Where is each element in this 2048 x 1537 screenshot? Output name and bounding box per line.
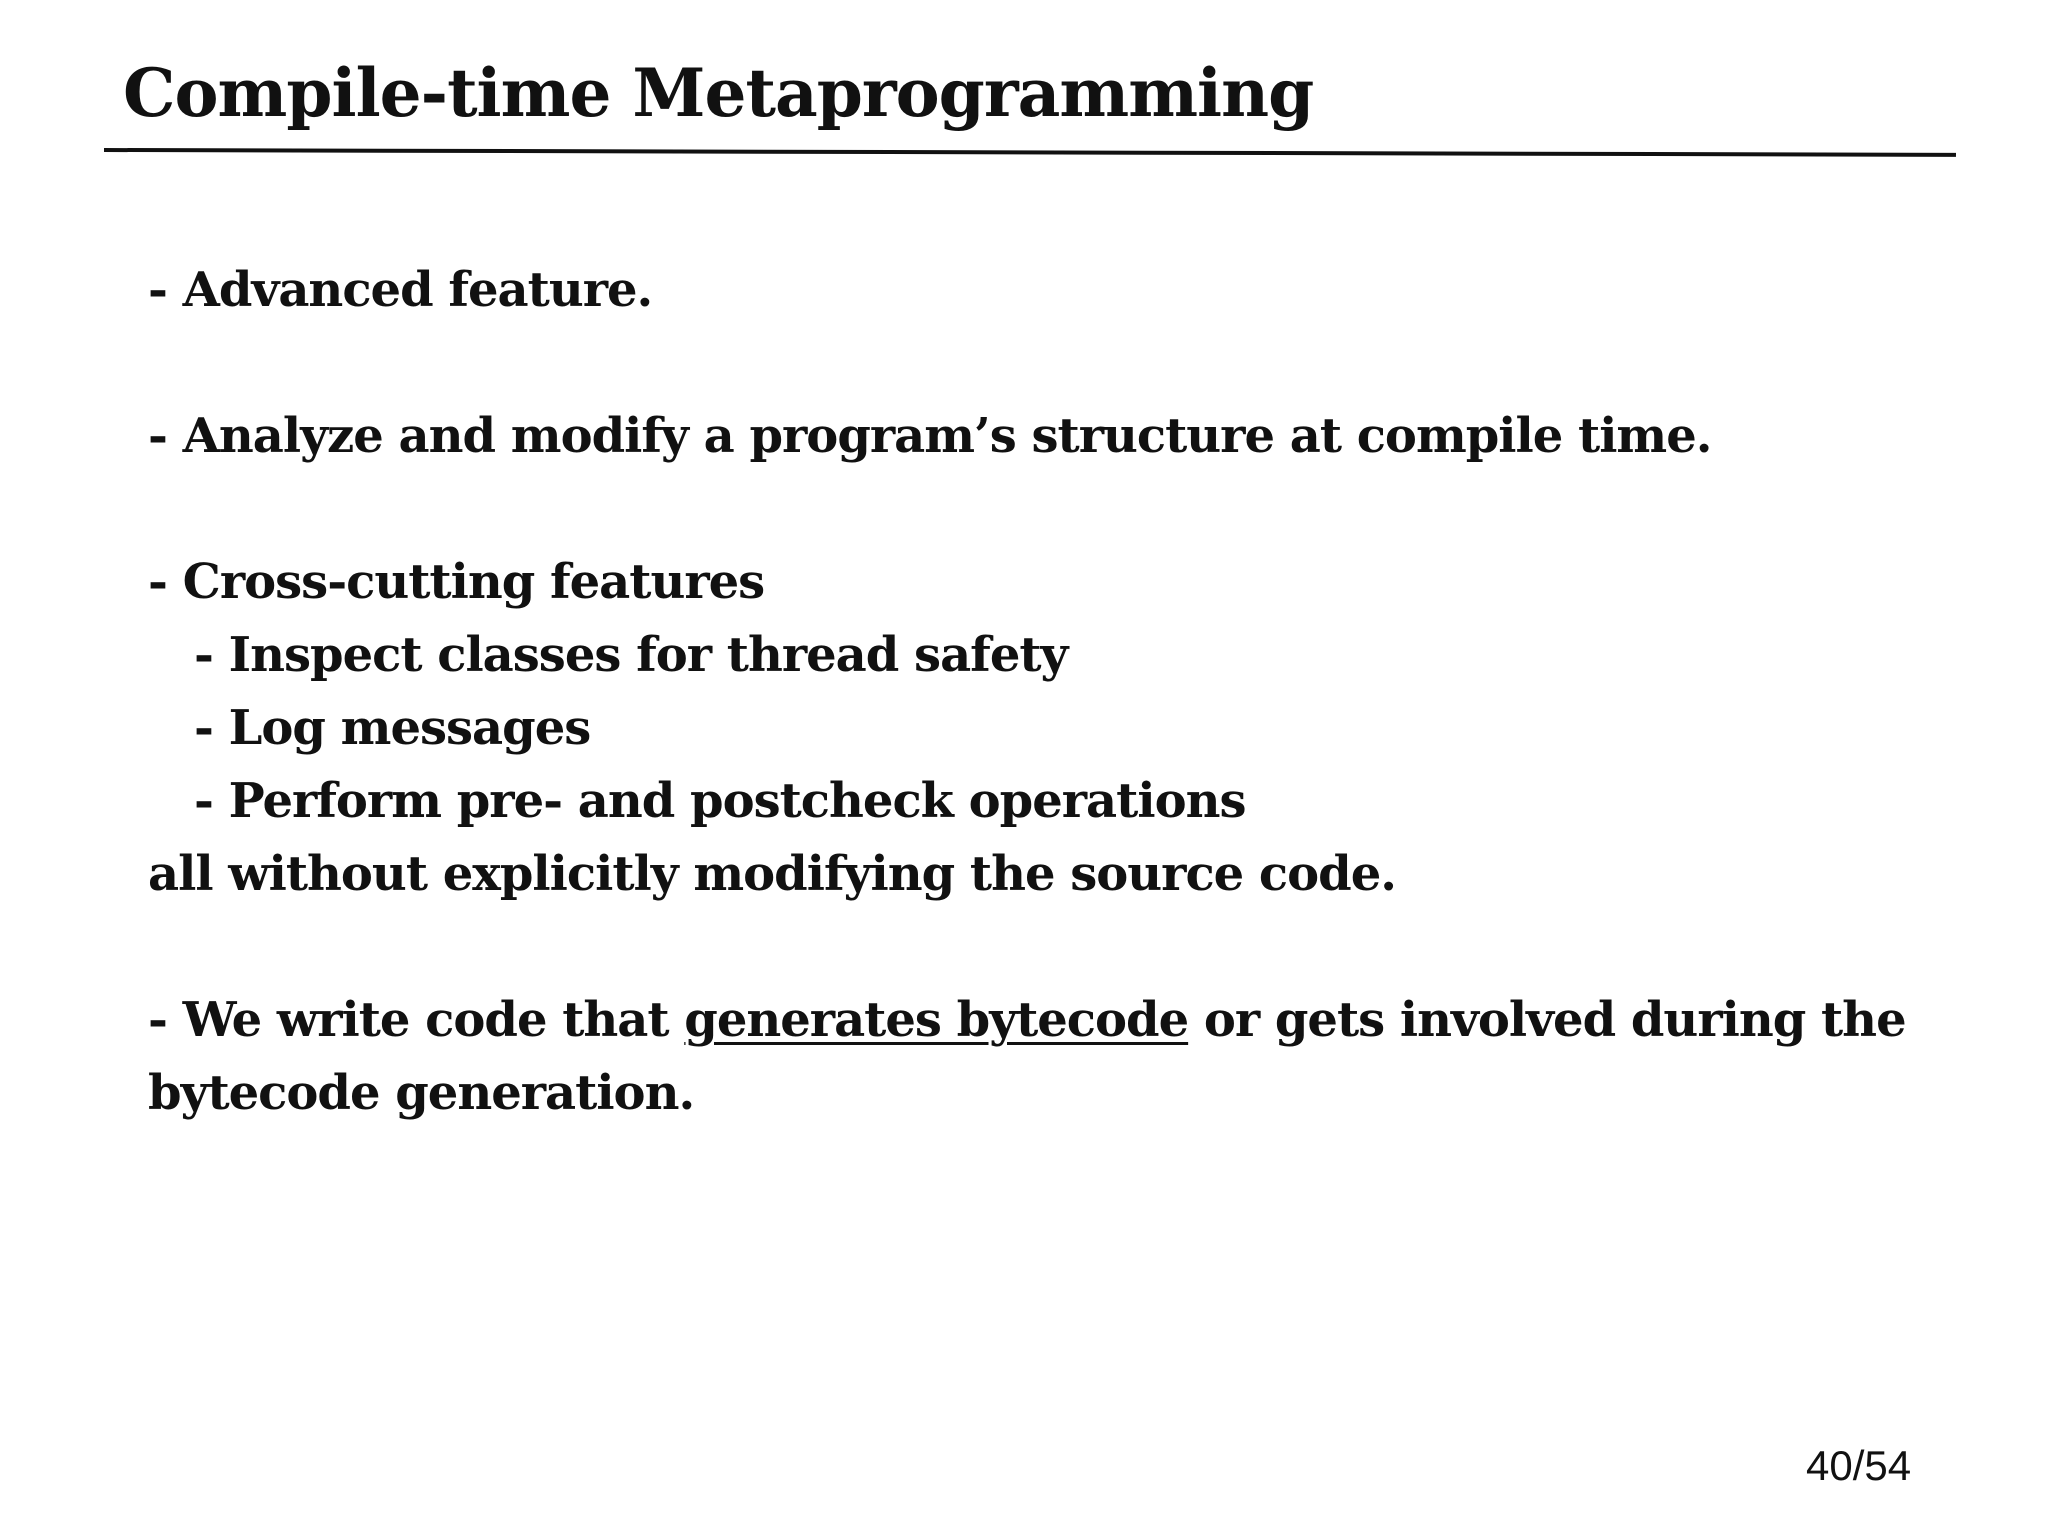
cross-cutting-tail: all without explicitly modifying the source code. xyxy=(148,846,1396,902)
slide-title: Compile-time Metaprogramming xyxy=(123,54,1314,132)
bullet-bytecode xyxy=(148,984,1906,1057)
bullet-bytecode-before: - We write code that xyxy=(148,992,685,1048)
bullet-analyze-modify: - Analyze and modify a program’s structure at compile time. xyxy=(148,408,1712,464)
sub-bullet-log-messages: - Log messages xyxy=(194,700,591,756)
bullet-advanced-feature: - Advanced feature. xyxy=(148,262,653,318)
sub-bullet-thread-safety: - Inspect classes for thread safety xyxy=(194,627,1068,683)
title-divider xyxy=(104,148,1956,157)
bullet-bytecode-after: or gets involved during the xyxy=(1188,992,1906,1048)
sub-bullet-pre-postcheck: - Perform pre- and postcheck operations xyxy=(194,773,1246,829)
page-number: 40/54 xyxy=(1806,1442,1912,1489)
bullet-bytecode-line2: bytecode generation. xyxy=(148,1065,695,1121)
bullet-cross-cutting: - Cross-cutting features xyxy=(148,554,765,610)
generates-bytecode-emphasis: generates bytecode xyxy=(684,992,1189,1048)
